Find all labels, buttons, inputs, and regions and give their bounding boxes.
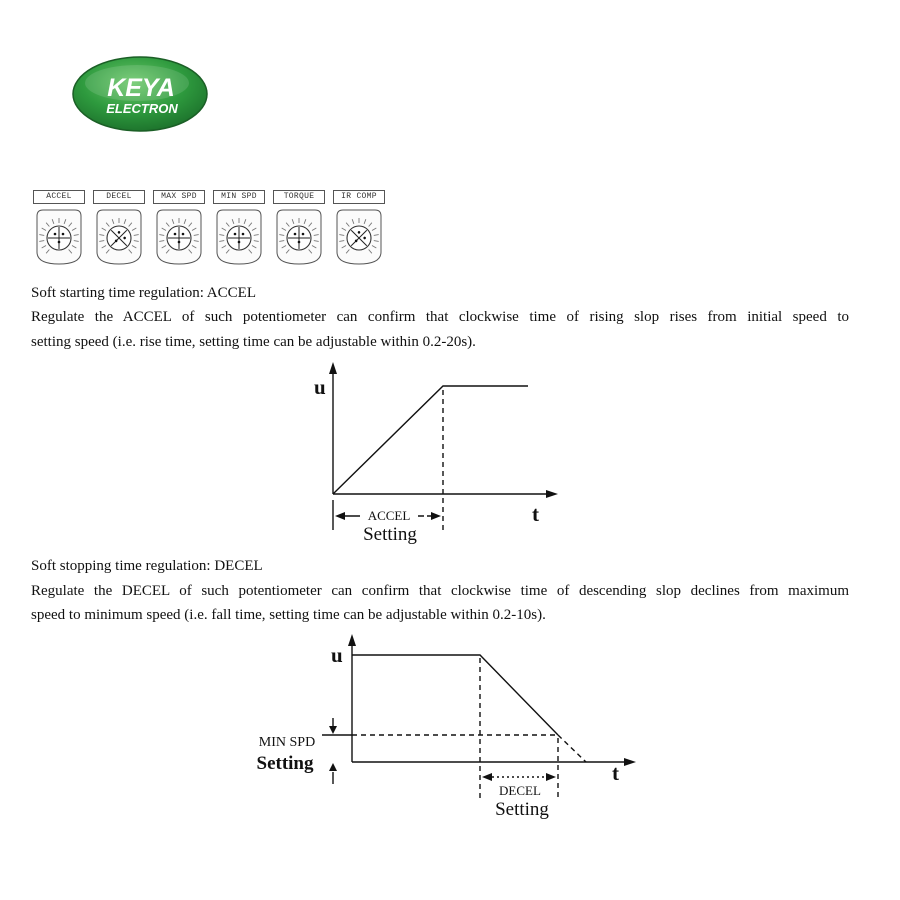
potentiometer-min-spd [213,190,265,266]
potentiometer-decel [93,190,145,266]
decel-setting-label: Setting [495,799,549,820]
decel-speed-curve [352,655,558,735]
potentiometer-max-spd [153,190,205,266]
logo-text-electron: ELECTRON [106,101,178,116]
decel-y-arrow-icon [348,634,356,646]
potentiometer-label: ACCEL [33,190,85,204]
accel-x-label: t [532,502,539,526]
accel-heading: Soft starting time regulation: ACCEL [31,285,256,301]
accel-span-right-arrow-icon [431,512,441,520]
accel-span-left-arrow-icon [335,512,345,520]
decel-min-up-arrow-icon [329,763,337,771]
accel-paragraph-line1: Regulate the ACCEL of such potentiometer can confirm that clockwise time of rising slop rises from initial speed to [31,309,849,325]
potentiometer-label: IR COMP [333,190,385,204]
potentiometer-ir-comp [333,190,385,266]
decel-heading: Soft stopping time regulation: DECEL [31,558,263,574]
potentiometer-dial-icon [213,208,265,266]
potentiometer-torque [273,190,325,266]
accel-y-label: u [314,375,326,399]
decel-min-spd-label: MIN SPD [258,735,316,750]
potentiometer-label: MIN SPD [213,190,265,204]
decel-span-right-arrow-icon [546,773,556,781]
potentiometer-dial-icon [333,208,385,266]
decel-min-down-arrow-icon [329,726,337,734]
decel-x-arrow-icon [624,758,636,766]
potentiometer-label: DECEL [93,190,145,204]
potentiometer-accel [33,190,85,266]
accel-speed-curve [333,386,528,494]
decel-paragraph-line2: speed to minimum speed (i.e. fall time, setting time can be adjustable within 0.2-10s). [31,607,546,623]
accel-y-arrow-icon [329,362,337,374]
potentiometer-label: TORQUE [273,190,325,204]
potentiometer-dial-icon [33,208,85,266]
decel-span-label: DECEL [499,783,541,798]
accel-paragraph-line2: setting speed (i.e. rise time, setting time can be adjustable within 0.2-20s). [31,334,476,350]
accel-x-arrow-icon [546,490,558,498]
logo-text-keya: KEYA [107,74,175,102]
decel-paragraph-line1: Regulate the DECEL of such potentiometer can confirm that clockwise time of descending slop declines from maximum [31,583,849,599]
potentiometer-dial-icon [93,208,145,266]
potentiometer-label: MAX SPD [153,190,205,204]
potentiometer-dial-icon [273,208,325,266]
accel-setting-label: Setting [363,524,417,545]
decel-y-label: u [331,643,343,667]
decel-min-setting-label: Setting [256,753,314,774]
potentiometer-dial-icon [153,208,205,266]
decel-span-left-arrow-icon [482,773,492,781]
decel-curve-extension [558,735,586,762]
decel-x-label: t [612,761,619,785]
accel-span-label: ACCEL [367,508,411,523]
keya-electron-logo [71,55,209,133]
